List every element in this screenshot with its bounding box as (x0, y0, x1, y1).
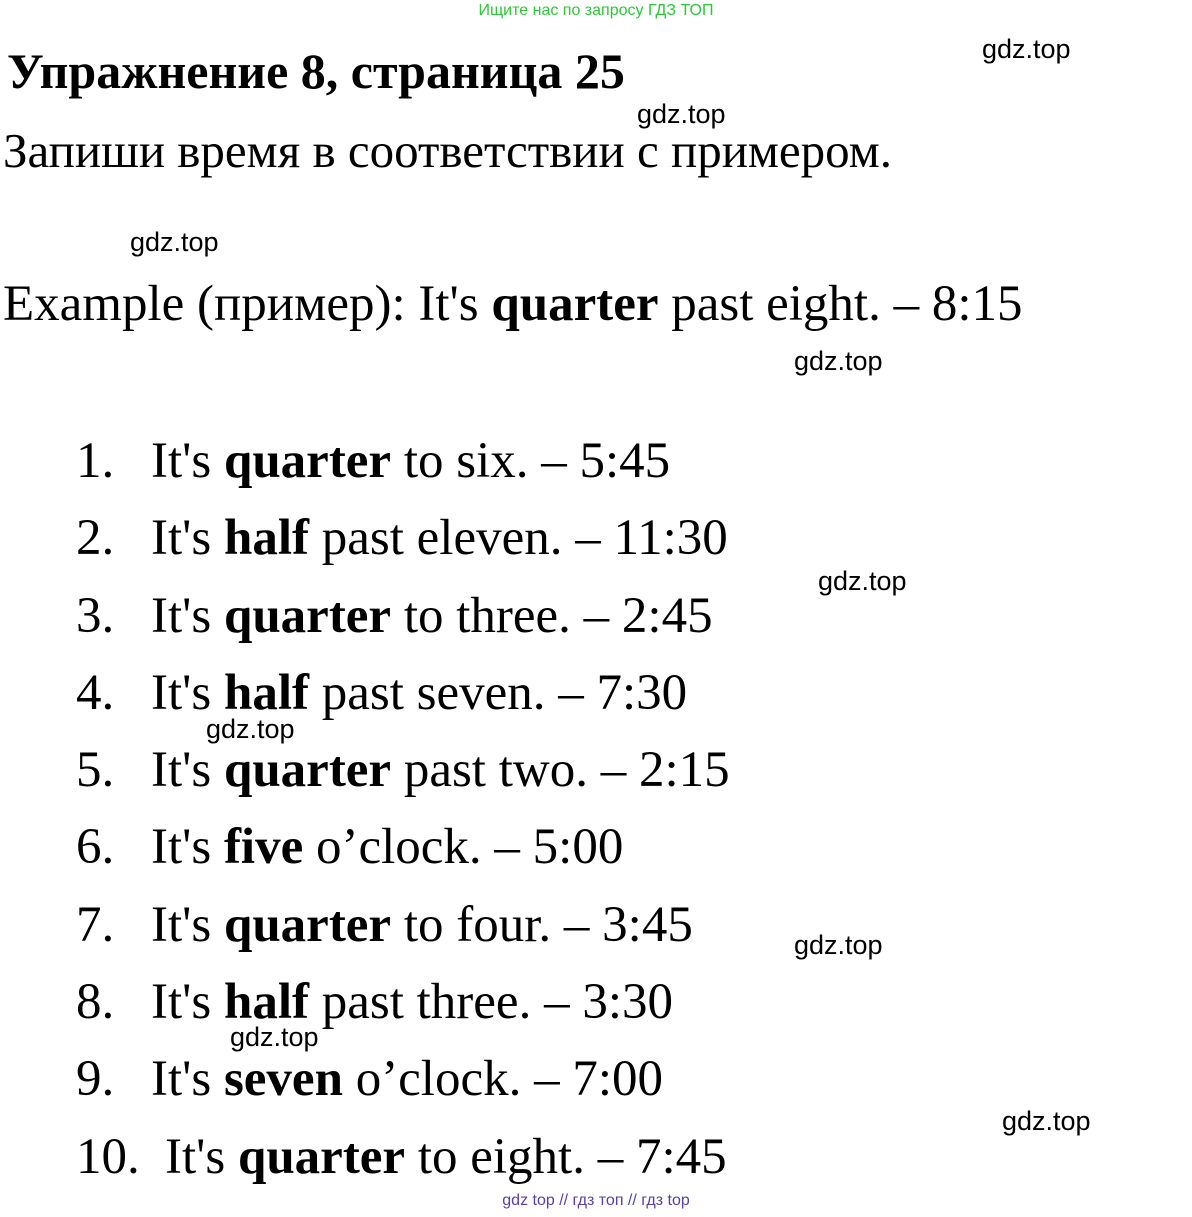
answer-item-6 (76, 818, 730, 895)
answer-bold-word: half (223, 974, 309, 1031)
answer-text-pre: It's (151, 742, 224, 799)
answer-bold-word: quarter (223, 433, 392, 489)
answer-number: 8. (76, 974, 115, 1031)
example-prefix: Example (пример): It's (3, 276, 492, 332)
answer-text-pre: It's (165, 1128, 238, 1185)
watermark: gdz.top (794, 346, 883, 376)
answer-number: 10. (76, 1128, 140, 1185)
answer-item-2 (76, 509, 730, 586)
answer-bold-word: quarter (237, 1128, 406, 1185)
answer-text-post: past three. – 3:30 (308, 974, 673, 1031)
answer-text-post: to eight. – 7:45 (405, 1128, 727, 1185)
answer-item-7 (76, 896, 730, 973)
answer-number: 5. (76, 742, 115, 799)
watermark: gdz.top (794, 930, 883, 960)
answer-bold-word: quarter (223, 587, 392, 644)
answer-number: 3. (76, 587, 115, 644)
answer-number: 1. (76, 433, 115, 489)
answer-text-post: past two. – 2:15 (391, 742, 730, 799)
example-line (3, 276, 1023, 332)
answer-text-post: to three. – 2:45 (391, 587, 713, 644)
answer-item-1 (76, 432, 730, 509)
top-banner: Ищите нас по запросу ГДЗ ТОП (478, 2, 714, 19)
answer-number: 9. (76, 1051, 115, 1108)
answer-bold-word: quarter (223, 742, 392, 799)
example-bold-word: quarter (491, 276, 659, 332)
answer-text-pre: It's (151, 819, 224, 876)
exercise-title: Упражнение 8, страница 25 (7, 43, 625, 99)
answer-item-3 (76, 587, 730, 664)
watermark: gdz.top (818, 566, 907, 596)
answer-text-pre: It's (151, 587, 224, 644)
answer-number: 2. (76, 510, 115, 567)
answer-text-post: past eleven. – 11:30 (308, 510, 728, 567)
answer-text-post: o’clock. – 5:00 (303, 819, 624, 876)
example-suffix: past eight. – 8:15 (658, 276, 1023, 332)
answer-text-post: to four. – 3:45 (391, 896, 693, 953)
answer-text-pre: It's (151, 896, 224, 953)
instruction-text: Запиши время в соответствии с примером. (3, 123, 893, 178)
answer-text-post: past seven. – 7:30 (308, 664, 688, 721)
answer-item-4 (76, 664, 730, 741)
answer-list (76, 432, 730, 1205)
watermark: gdz.top (130, 227, 219, 257)
answer-text-pre: It's (151, 433, 224, 489)
answer-text-pre: It's (151, 510, 224, 567)
answer-bold-word: half (223, 664, 309, 721)
answer-bold-word: five (223, 819, 304, 876)
answer-number: 6. (76, 819, 115, 876)
answer-text-post: to six. – 5:45 (391, 433, 671, 489)
answer-bold-word: quarter (223, 896, 392, 953)
watermark: gdz.top (230, 1022, 319, 1052)
watermark: gdz.top (206, 714, 295, 744)
answer-item-8 (76, 973, 730, 1050)
answer-number: 4. (76, 664, 115, 721)
answer-text-pre: It's (151, 664, 224, 721)
answer-number: 7. (76, 896, 115, 953)
watermark: gdz.top (637, 99, 726, 129)
answer-text-pre: It's (151, 974, 224, 1031)
watermark: gdz.top (1002, 1106, 1091, 1136)
bottom-banner: gdz top // гдз топ // гдз top (502, 1192, 690, 1209)
watermark: gdz.top (982, 34, 1071, 64)
answer-text-pre: It's (151, 1051, 224, 1108)
answer-bold-word: seven (223, 1051, 343, 1108)
answer-text-post: o’clock. – 7:00 (342, 1051, 664, 1108)
answer-item-9 (76, 1050, 730, 1127)
answer-bold-word: half (223, 510, 309, 567)
answer-item-5 (76, 741, 730, 818)
